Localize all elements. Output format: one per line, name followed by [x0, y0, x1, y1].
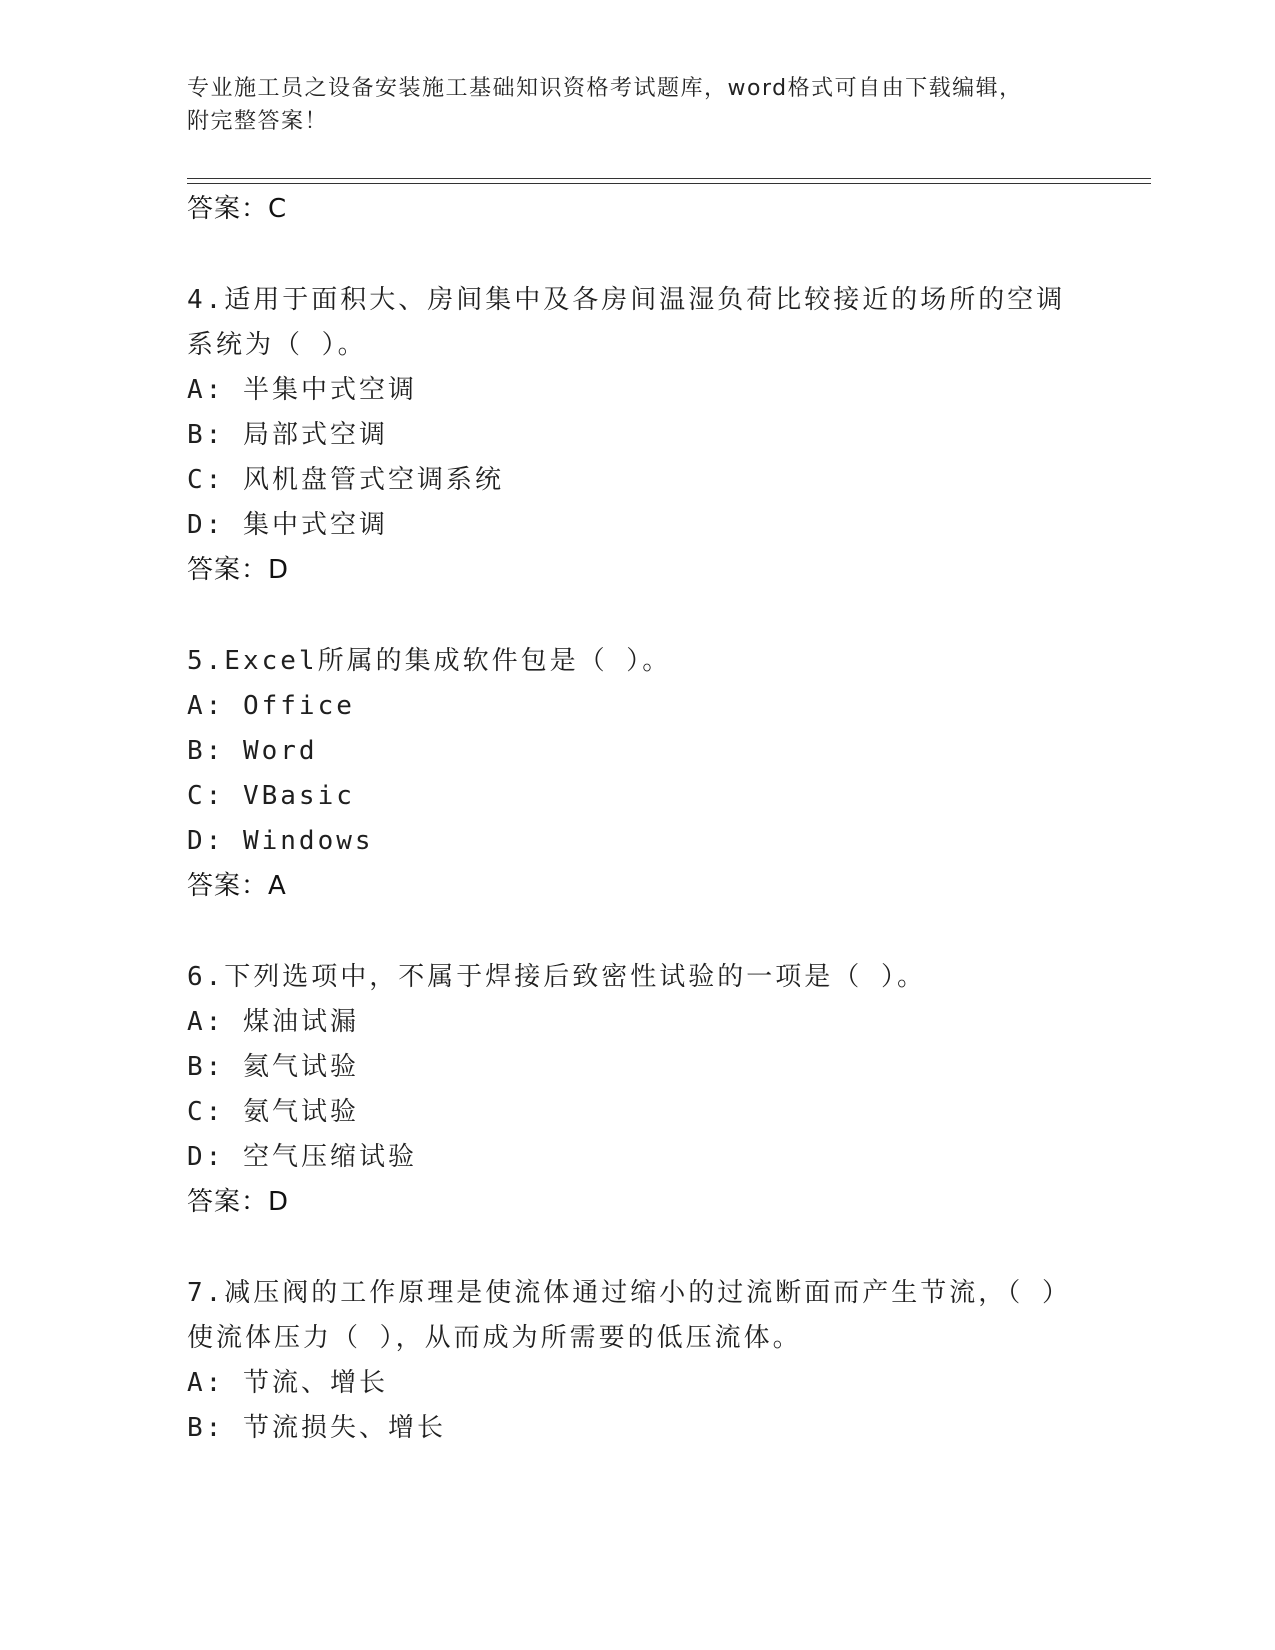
question-6-option-c: C: 氨气试验 [187, 1097, 359, 1127]
question-6-stem-line-1: 6.下列选项中，不属于焊接后致密性试验的一项是（ ）。 [187, 962, 926, 992]
question-5-stem-line-1: 5.Excel所属的集成软件包是（ ）。 [187, 646, 672, 676]
answer-previous: 答案：C [187, 194, 288, 224]
question-7-option-a: A: 节流、增长 [187, 1368, 388, 1398]
question-6-answer: 答案：D [187, 1187, 290, 1217]
question-5-answer: 答案：A [187, 871, 287, 901]
question-5-option-b: B: Word [187, 736, 318, 766]
question-4-stem-line-2: 系统为（ ）。 [187, 330, 367, 360]
question-6-option-a: A: 煤油试漏 [187, 1007, 359, 1037]
question-7-option-b: B: 节流损失、增长 [187, 1413, 446, 1443]
question-7-stem-line-1: 7.减压阀的工作原理是使流体通过缩小的过流断面而产生节流，（ ） [187, 1278, 1071, 1308]
question-6-option-b: B: 氦气试验 [187, 1052, 359, 1082]
question-4-option-a: A: 半集中式空调 [187, 375, 417, 405]
question-4-option-b: B: 局部式空调 [187, 420, 388, 450]
question-5-option-d: D: Windows [187, 826, 374, 856]
question-4-answer: 答案：D [187, 555, 290, 585]
question-5-option-a: A: Office [187, 691, 355, 721]
header-line-1: 专业施工员之设备安装施工基础知识资格考试题库，word格式可自由下载编辑， [187, 76, 1023, 101]
document-header [187, 72, 1067, 138]
question-4-option-d: D: 集中式空调 [187, 510, 388, 540]
question-4-option-c: C: 风机盘管式空调系统 [187, 465, 504, 495]
header-line-2: 附完整答案！ [187, 109, 329, 134]
question-4-stem-line-1: 4.适用于面积大、房间集中及各房间温湿负荷比较接近的场所的空调 [187, 285, 1066, 315]
header-divider-top [187, 178, 1151, 179]
question-7-stem-line-2: 使流体压力（ ），从而成为所需要的低压流体。 [187, 1323, 802, 1353]
question-6-option-d: D: 空气压缩试验 [187, 1142, 417, 1172]
question-5-option-c: C: VBasic [187, 781, 355, 811]
header-divider-bottom [187, 183, 1151, 184]
